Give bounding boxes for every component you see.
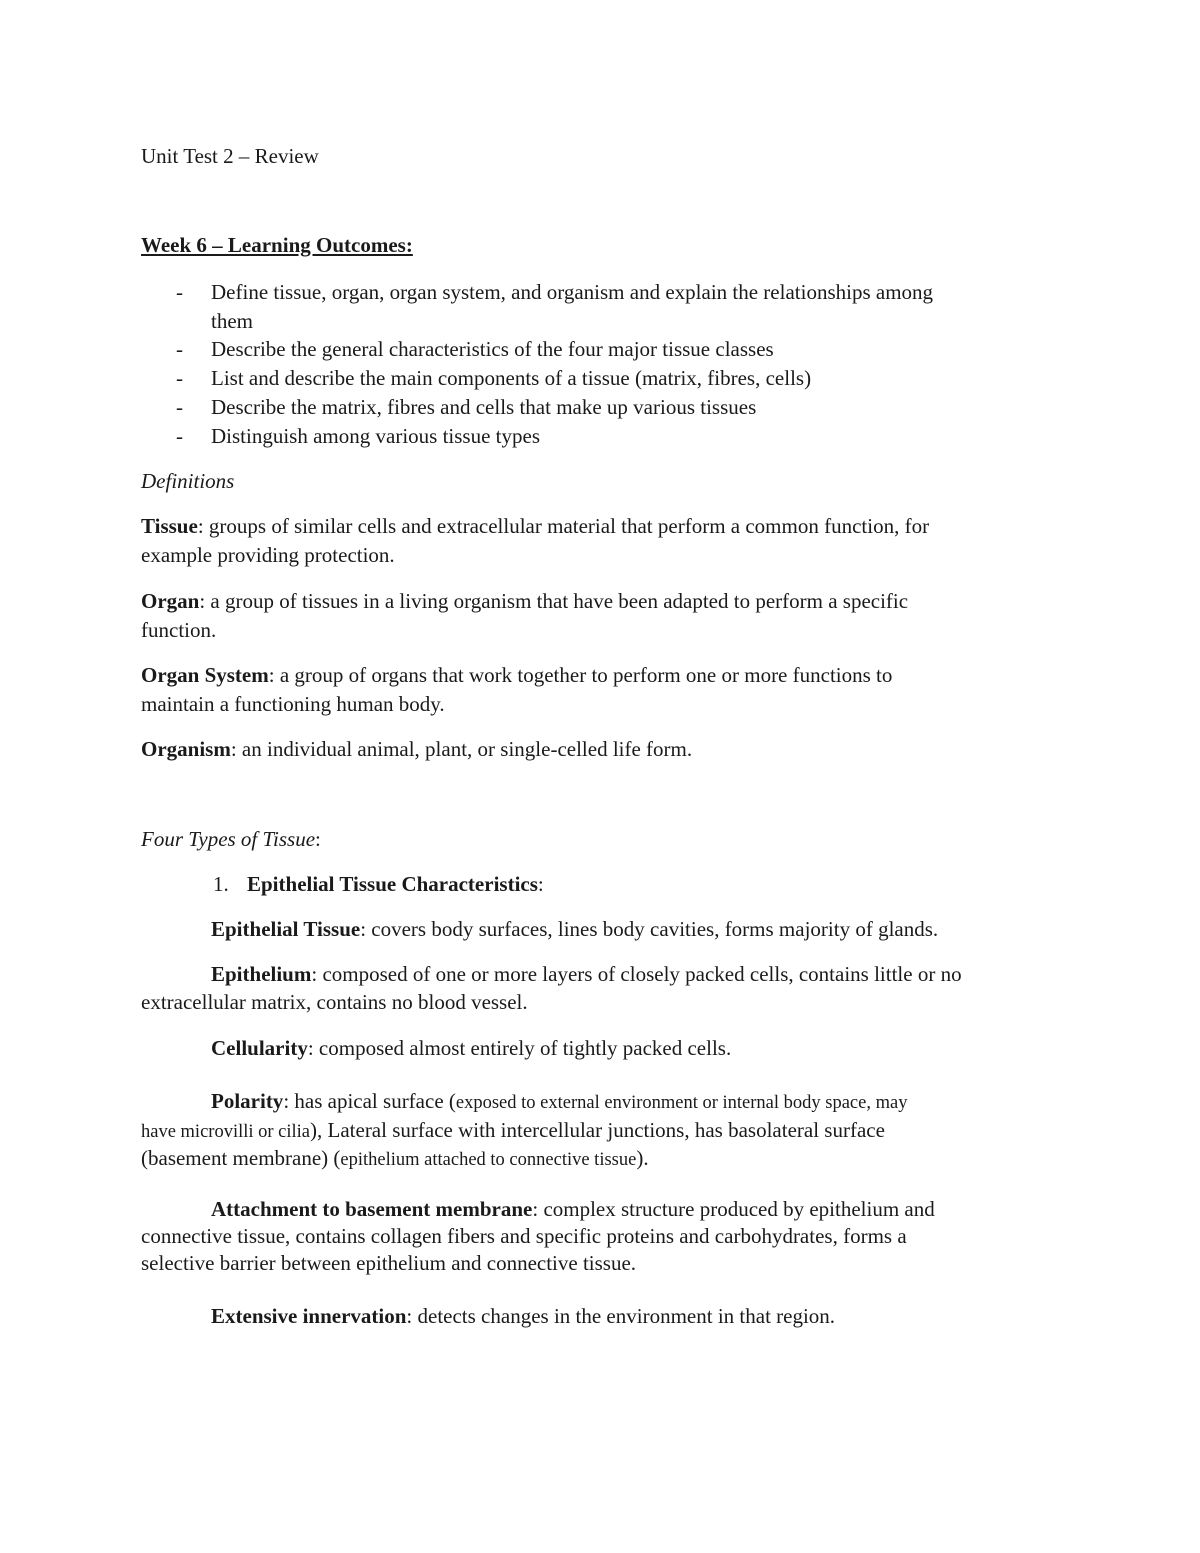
definition-aside: epithelium attached to connective tissue <box>340 1150 637 1170</box>
definition-term: Organ <box>141 589 200 613</box>
definition-continuation: extracellular matrix, contains no blood vessel. <box>141 990 528 1014</box>
cellularity-definition <box>211 1034 731 1062</box>
list-item: Distinguish among various tissue types <box>211 424 540 448</box>
tissue-types-heading <box>141 825 321 853</box>
tissue-types-colon: : <box>315 827 321 851</box>
bullet-marker: - <box>176 395 183 419</box>
definition-text: : covers body surfaces, lines body cavities, forms majority of glands. <box>360 917 939 941</box>
definition-organ-system <box>141 661 892 689</box>
definition-term: Epithelial Tissue <box>211 917 361 941</box>
definition-organism <box>141 735 692 763</box>
definition-text: (basement membrane) ( <box>141 1146 341 1170</box>
definition-text: : a group of tissues in a living organism that have been adapted to perform a specific <box>199 589 909 613</box>
definition-continuation <box>141 1116 885 1146</box>
definition-term: Extensive innervation <box>211 1304 407 1328</box>
list-item: Describe the general characteristics of the four major tissue classes <box>211 337 774 361</box>
innervation-definition <box>211 1302 835 1330</box>
definition-term: Attachment to basement membrane <box>211 1197 533 1221</box>
definition-continuation: connective tissue, contains collagen fibers and specific proteins and carbohydrates, forms a <box>141 1224 907 1248</box>
list-item-continuation: them <box>211 309 253 333</box>
list-item: List and describe the main components of a tissue (matrix, fibres, cells) <box>211 366 812 390</box>
definition-term: Cellularity <box>211 1036 308 1060</box>
polarity-definition <box>211 1087 907 1117</box>
bullet-marker: - <box>176 366 183 390</box>
definition-text: ). <box>636 1146 649 1170</box>
bullet-marker: - <box>176 424 183 448</box>
definition-text: : complex structure produced by epithelium and <box>532 1197 935 1221</box>
list-item: Describe the matrix, fibres and cells that make up various tissues <box>211 395 757 419</box>
definition-organ <box>141 587 908 615</box>
definition-term: Epithelium <box>211 962 312 986</box>
epithelial-tissue-definition <box>211 915 938 943</box>
definition-text: ), Lateral surface with intercellular junctions, has basolateral surface <box>310 1118 885 1142</box>
definition-text: : composed almost entirely of tightly packed cells. <box>307 1036 732 1060</box>
definition-continuation: function. <box>141 618 217 642</box>
week-heading: Week 6 – Learning Outcomes: <box>141 233 413 257</box>
definition-text: : detects changes in the environment in that region. <box>406 1304 836 1328</box>
definition-continuation: example providing protection. <box>141 543 395 567</box>
document-title: Unit Test 2 – Review <box>141 144 319 168</box>
epithelial-heading <box>247 870 544 898</box>
definition-aside: have microvilli or cilia <box>141 1122 311 1142</box>
definition-continuation <box>141 1144 649 1174</box>
definition-term: Polarity <box>211 1089 284 1113</box>
definition-continuation: selective barrier between epithelium and connective tissue. <box>141 1251 637 1275</box>
definition-aside: exposed to external environment or internal body space, may <box>455 1093 908 1113</box>
definition-text: : composed of one or more layers of closely packed cells, contains little or no <box>311 962 962 986</box>
basement-membrane-definition <box>211 1195 935 1223</box>
epithelial-heading-colon: : <box>537 872 544 896</box>
tissue-types-heading-text: Four Types of Tissue <box>141 827 316 851</box>
bullet-marker: - <box>176 280 183 304</box>
definition-text: : groups of similar cells and extracellular material that perform a common function, for <box>197 514 930 538</box>
definition-continuation: maintain a functioning human body. <box>141 692 445 716</box>
epithelial-heading-text: Epithelial Tissue Characteristics <box>247 872 538 896</box>
definition-text: : has apical surface ( <box>283 1089 456 1113</box>
definition-term: Tissue <box>141 514 198 538</box>
definition-text: : an individual animal, plant, or single-celled life form. <box>230 737 693 761</box>
definition-text: : a group of organs that work together to perform one or more functions to <box>268 663 893 687</box>
epithelium-definition <box>211 960 962 988</box>
list-item: Define tissue, organ, organ system, and organism and explain the relationships among <box>211 280 934 304</box>
definitions-heading: Definitions <box>141 469 235 493</box>
item-number: 1. <box>213 872 229 896</box>
definition-tissue <box>141 512 929 540</box>
bullet-marker: - <box>176 337 183 361</box>
definition-term: Organism <box>141 737 231 761</box>
definition-term: Organ System <box>141 663 269 687</box>
